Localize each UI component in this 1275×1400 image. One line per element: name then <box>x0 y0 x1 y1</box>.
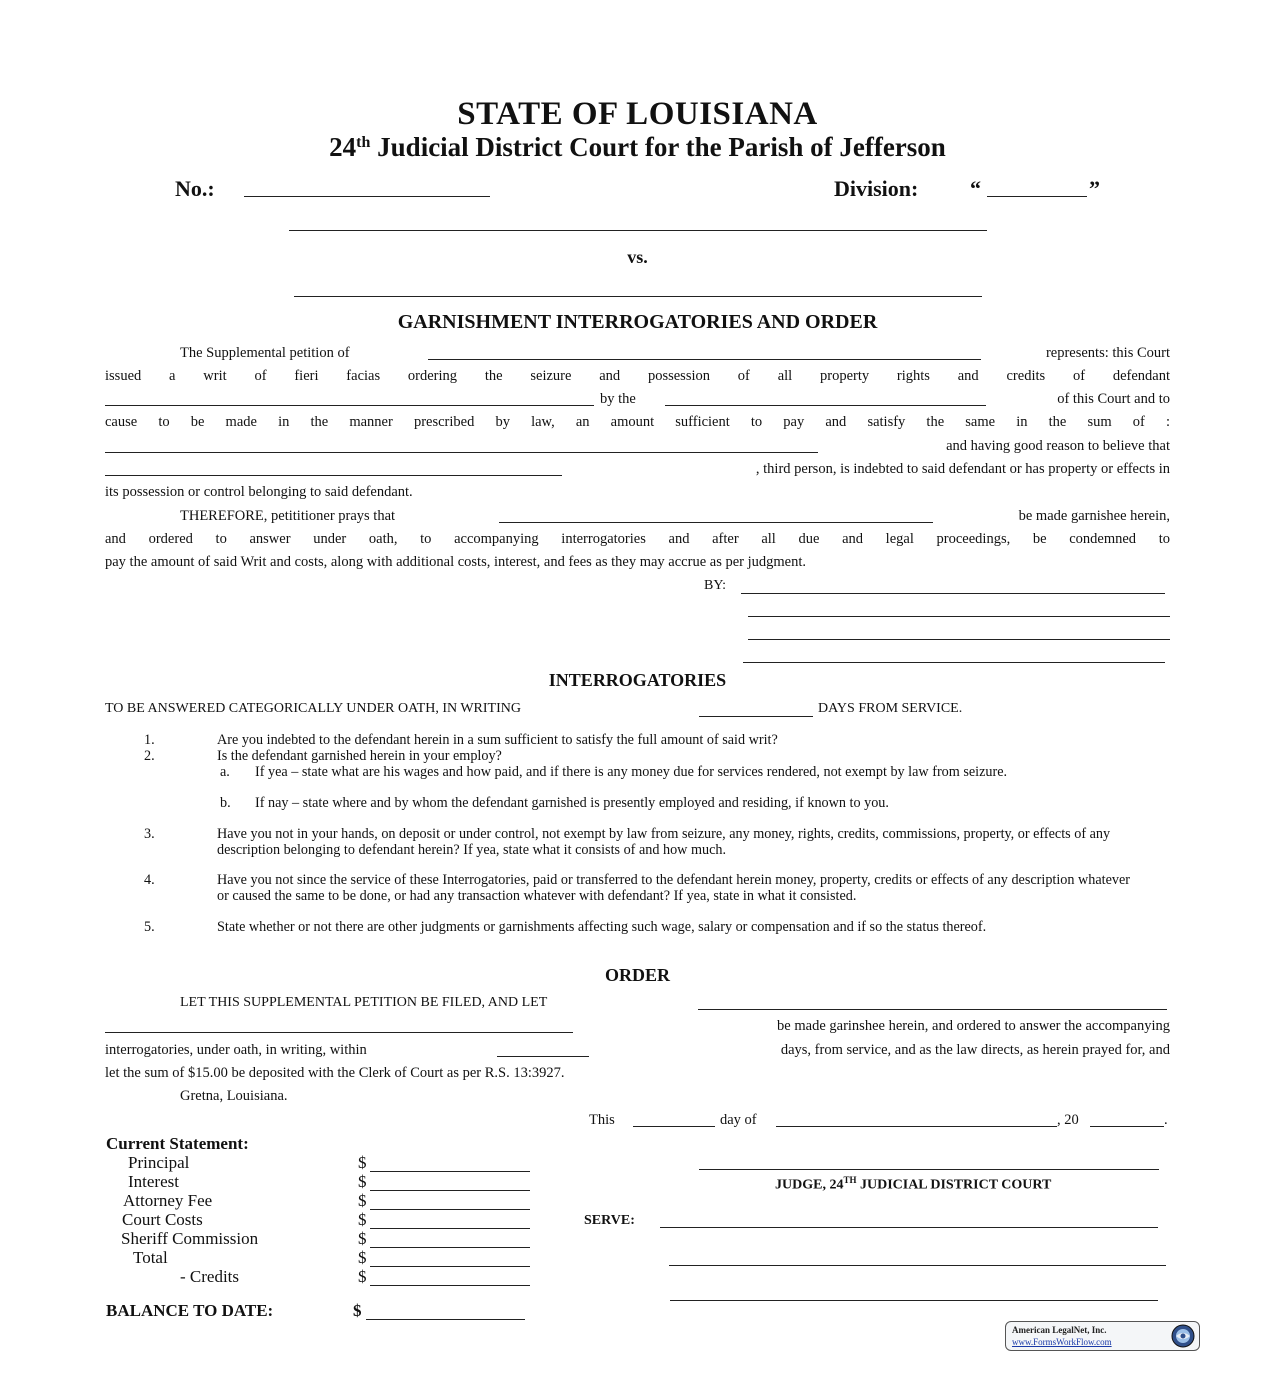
statement-label-interest: Interest <box>128 1172 179 1191</box>
attorney-fee-amount-field[interactable] <box>370 1209 530 1210</box>
interrogatory-number-3: 3. <box>144 826 155 842</box>
statement-label-sheriff-commission: Sheriff Commission <box>121 1229 259 1248</box>
statement-sign-sheriff-commission: $ <box>358 1229 367 1248</box>
interrogatory-number-5: 5. <box>144 919 155 935</box>
sheriff-commission-amount-field[interactable] <box>370 1247 530 1248</box>
state-title: STATE OF LOUISIANA <box>457 96 818 132</box>
division-quote-open: “ <box>970 176 981 201</box>
attorney-address-line-1[interactable] <box>748 616 1170 617</box>
statement-title: Current Statement: <box>106 1134 249 1153</box>
petition-line-4: cause to be made in the manner prescribed by law, an amount sufficient to pay and satisfy the same in the sum of : <box>105 414 1170 430</box>
interrogatory-text-3: Have you not in your hands, on deposit or under control, not exempt by law from seizure, any money, rights, credits, commissions, property, or effects of any description belonging to defendant herein? If yea, state what it consists of and how much. <box>217 826 1111 858</box>
attorney-address-line-2[interactable] <box>748 639 1170 640</box>
total-amount-field[interactable] <box>370 1266 530 1267</box>
credits-amount-field[interactable] <box>370 1285 530 1286</box>
petition-third-person: , third person, is indebted to said defendant or has property or effects in <box>755 461 1170 477</box>
judge-title-a: JUDGE, 24 <box>775 1177 844 1193</box>
statement-sign-credits: $ <box>358 1267 367 1286</box>
order-heading: ORDER <box>604 965 670 985</box>
interrogatories-instruction: TO BE ANSWERED CATEGORICALLY UNDER OATH, IN WRITING <box>105 701 521 716</box>
statement-sign-interest: $ <box>358 1172 367 1191</box>
division-quote-close: ” <box>1089 176 1100 201</box>
petition-represents: represents: this Court <box>1045 345 1170 361</box>
interrogatory-text-2a: If yea – state what are his wages and how paid, and if there is any money due for services rendered, not exempt by law from seizure. <box>255 764 1008 780</box>
judge-title-sup: TH <box>843 1175 857 1185</box>
attorney-address-line-3[interactable] <box>743 662 1165 663</box>
petition-intro: The Supplemental petition of <box>180 345 350 361</box>
therefore-line-2: and ordered to answer under oath, to accompanying interrogatories and after all due and legal proceedings, be condemned to <box>105 531 1170 547</box>
division-field[interactable] <box>987 196 1087 197</box>
date-day-of-label: day of <box>720 1112 757 1128</box>
order-line-3b: days, from service, and as the law directs, as herein prayed for, and <box>780 1042 1170 1058</box>
therefore-line-3: pay the amount of said Writ and costs, along with additional costs, interest, and fees as they may accrue as per judgment. <box>105 554 806 570</box>
form-title: GARNISHMENT INTERROGATORIES AND ORDER <box>397 311 878 333</box>
interrogatories-instruction-end: DAYS FROM SERVICE. <box>818 701 963 716</box>
principal-amount-field[interactable] <box>370 1171 530 1172</box>
court-name: Judicial District Court for the Parish of Jefferson <box>370 132 946 162</box>
judge-signature-field[interactable] <box>699 1169 1159 1170</box>
statement-sign-total: $ <box>358 1248 367 1267</box>
order-days-field[interactable] <box>497 1056 589 1057</box>
statement-label-court-costs: Court Costs <box>122 1210 203 1229</box>
order-line-4: let the sum of $15.00 be deposited with the Clerk of Court as per R.S. 13:3927. <box>105 1065 565 1081</box>
court-name-field[interactable] <box>665 405 986 406</box>
serve-field-1[interactable] <box>660 1227 1158 1228</box>
statement-label-principal: Principal <box>128 1153 190 1172</box>
serve-field-3[interactable] <box>670 1300 1158 1301</box>
judge-title-b: JUDICIAL DISTRICT COURT <box>856 1177 1052 1193</box>
interrogatory-number-4: 4. <box>144 872 155 888</box>
logo-company-name: American LegalNet, Inc. <box>1012 1325 1107 1335</box>
petition-by-the: by the <box>600 391 636 407</box>
petition-line-7: its possession or control belonging to said defendant. <box>105 484 413 500</box>
date-this-label: This <box>589 1112 615 1128</box>
petition-line-2: issued a writ of fieri facias ordering the seizure and possession of all property rights and credits of defendant <box>105 368 1170 384</box>
interrogatory-text-4: Have you not since the service of these Interrogatories, paid or transferred to the defendant herein money, property, credits or effects of any description whatever or caused the same to be done, or had any transaction whatever with defendant? If yea, state in what it consisted. <box>217 872 1131 904</box>
balance-label: BALANCE TO DATE: <box>106 1301 274 1320</box>
date-year-field[interactable] <box>1090 1126 1164 1127</box>
statement-label-attorney-fee: Attorney Fee <box>123 1191 213 1210</box>
order-line-1: LET THIS SUPPLEMENTAL PETITION BE FILED, AND LET <box>180 995 548 1010</box>
statement-label-credits: - Credits <box>180 1267 240 1286</box>
defendant-field[interactable] <box>294 296 982 297</box>
statement-sign-court-costs: $ <box>358 1210 367 1229</box>
interrogatory-text-2b: If nay – state where and by whom the defendant garnished is presently employed and residing, if known to you. <box>255 795 889 811</box>
order-line-3a: interrogatories, under oath, in writing, within <box>105 1042 367 1058</box>
case-number-label: No.: <box>175 176 215 201</box>
interrogatory-text-2: Is the defendant garnished herein in your employ? <box>217 748 502 764</box>
order-garnishee-field-2[interactable] <box>105 1032 573 1033</box>
third-person-field[interactable] <box>105 475 562 476</box>
balance-sign: $ <box>353 1301 362 1320</box>
therefore-text: THEREFORE, petititioner prays that <box>180 508 396 524</box>
serve-label: SERVE: <box>584 1213 635 1228</box>
interrogatory-number-2a: a. <box>220 764 230 780</box>
court-title <box>0 132 1275 163</box>
interrogatory-number-2b: b. <box>220 795 231 811</box>
order-place: Gretna, Louisiana. <box>180 1088 288 1104</box>
interrogatory-text-1: Are you indebted to the defendant herein in a sum sufficient to satisfy the full amount of said writ? <box>217 732 778 748</box>
court-number-suffix: th <box>356 134 371 151</box>
days-from-service-field[interactable] <box>699 716 813 717</box>
defendant-name-field[interactable] <box>105 405 594 406</box>
plaintiff-field[interactable] <box>289 230 987 231</box>
date-period: . <box>1164 1112 1168 1128</box>
therefore-be-made: be made garnishee herein, <box>1018 508 1170 524</box>
court-number: 24 <box>329 132 357 162</box>
balance-amount-field[interactable] <box>366 1319 525 1320</box>
order-line-2: be made garinshee herein, and ordered to answer the accompanying <box>777 1018 1170 1034</box>
serve-field-2[interactable] <box>669 1265 1166 1266</box>
interrogatory-text-5: State whether or not there are other judgments or garnishments affecting such wage, salary or compensation and if so the status thereof. <box>217 919 987 935</box>
judge-title <box>775 1175 1051 1194</box>
order-garnishee-field[interactable] <box>698 1009 1167 1010</box>
petition-having-reason: and having good reason to believe that <box>946 438 1170 454</box>
statement-sign-attorney-fee: $ <box>358 1191 367 1210</box>
interrogatory-number-1: 1. <box>144 732 155 748</box>
sum-field[interactable] <box>105 452 818 453</box>
american-legalnet-logo[interactable] <box>1005 1321 1200 1351</box>
globe-icon <box>1171 1324 1195 1348</box>
attorney-signature-field[interactable] <box>741 593 1165 594</box>
versus-label: vs. <box>627 247 648 267</box>
logo-url-link[interactable]: www.FormsWorkFlow.com <box>1012 1337 1112 1347</box>
case-number-field[interactable] <box>244 196 490 197</box>
court-costs-amount-field[interactable] <box>370 1228 530 1229</box>
attorney-by-label: BY: <box>704 578 727 593</box>
date-year-label: , 20 <box>1057 1112 1079 1128</box>
interest-amount-field[interactable] <box>370 1190 530 1191</box>
division-label: Division: <box>834 176 919 201</box>
statement-sign-principal: $ <box>358 1153 367 1172</box>
statement-label-total: Total <box>133 1248 168 1267</box>
garnishee-field[interactable] <box>499 522 933 523</box>
petition-of-this-court: of this Court and to <box>1057 391 1170 407</box>
date-month-field[interactable] <box>776 1126 1057 1127</box>
interrogatories-heading: INTERROGATORIES <box>548 670 727 690</box>
date-day-field[interactable] <box>633 1126 715 1127</box>
petitioner-field[interactable] <box>428 359 981 360</box>
interrogatory-number-2: 2. <box>144 748 155 764</box>
